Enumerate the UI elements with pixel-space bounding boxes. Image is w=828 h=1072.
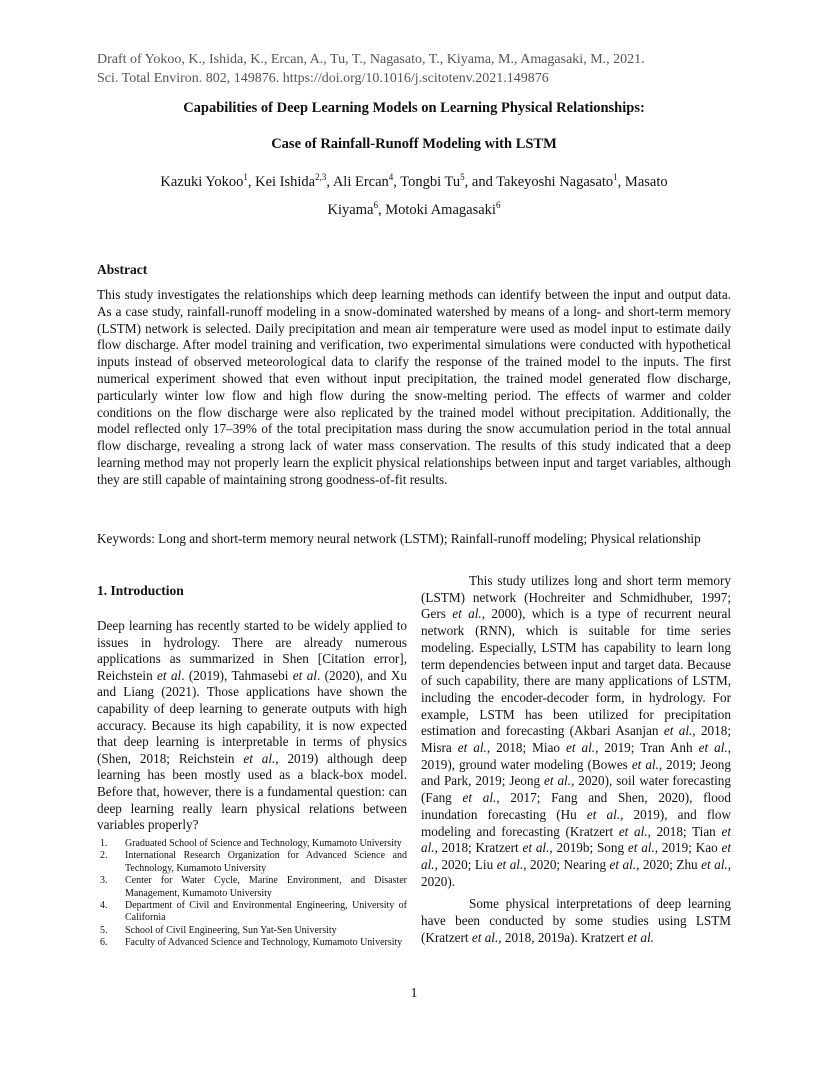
italic-text: et al. — [627, 929, 654, 945]
footnote-text: Department of Civil and Environmental Engineering, University of California — [125, 900, 407, 924]
footnote-number: 3. — [100, 875, 108, 887]
footnote-text: Faculty of Advanced Science and Technology, Kumamoto University — [125, 937, 403, 949]
italic-text: et al — [157, 667, 182, 683]
abstract-text: This study investigates the relationships which deep learning methods can identify between the input and output data. As a case study, rainfall-runoff modeling in a snow-dominated watershed by means of a long- and short-term memory (LSTM) network is selected. Daily precipitation and mean air temperature were used as model input to estimate daily flow discharge. After model training and verification, two experimental simulations were conducted with hypothetical inputs instead of observed meteorological data to clarify the response of the trained model to the inputs. The first numerical experiment showed that even without input precipitation, the trained model generated flow discharge, particularly winter low flow and high flow during the snow-melting period. The effects of warmer and colder conditions on the flow discharge were also replicated by the trained model without precipitation. Additionally, the model reflected only 17–39% of the total precipitation mass during the snow accumulation period in the total annual flow discharge, revealing a strong lack of water mass conservation. The results of this study indicated that a deep learning method may not properly learn the explicit physical relationships between input and target variables, although they are still capable of maintaining strong goodness-of-fit results. — [97, 287, 731, 487]
keywords: Keywords: Long and short-term memory neural network (LSTM); Rainfall-runoff modeling; Physical relationship — [97, 531, 701, 546]
text-run: , 2019; Tran Anh — [595, 740, 699, 756]
author-affiliation-mark: 1 — [243, 172, 248, 183]
footnote-text: Center for Water Cycle, Marine Environment, and Disaster Management, Kumamoto University — [125, 875, 407, 899]
text-run: , 2018; Kratzert — [434, 840, 523, 856]
italic-text: et al. — [471, 929, 499, 945]
text-run: , 2019), ground water modeling (Bowes — [421, 740, 731, 772]
text-run: , 2018, 2019a). Kratzert — [498, 929, 628, 945]
author-name: Takeyoshi Nagasato — [496, 174, 614, 190]
text-run: , 2019) although deep learning has been mostly used as a black-box model. Before that, however, there is a fundamental question: can deep learning really learn physical relations between variables properly? — [97, 750, 407, 833]
text-run: , 2019; Kao — [654, 840, 722, 856]
paper-title-line-1: Capabilities of Deep Learning Models on Learning Physical Relationships: — [183, 100, 645, 116]
footnote-number: 5. — [100, 924, 108, 936]
italic-text: et al. — [421, 823, 731, 856]
introduction-right-paragraph-1 — [421, 573, 731, 890]
paper-title-line-2: Case of Rainfall-Runoff Modeling with LSTM — [271, 136, 557, 152]
text-run: , 2018; Misra — [421, 723, 731, 756]
footnote-item — [97, 900, 407, 925]
citation-line-2: Sci. Total Environ. 802, 149876. https://doi.org/10.1016/j.scitotenv.2021.149876 — [97, 71, 549, 86]
footnote-number: 4. — [100, 900, 108, 912]
footnote-text: School of Civil Engineering, Sun Yat-Sen University — [125, 924, 337, 936]
introduction-right-paragraph-2 — [421, 896, 731, 946]
page-number: 1 — [410, 986, 418, 1001]
text-run: . (2019), Tahmasebi — [181, 667, 293, 683]
text-run: , 2020). — [421, 856, 731, 889]
author-affiliation-mark: 6 — [495, 200, 501, 211]
author-affiliation-mark: 2,3 — [315, 172, 327, 183]
text-run: . (2020), and Xu and Liang (2021). Those applications have shown the capability of deep learning to generate outputs with high accuracy. Because its high capability, it is now expected that deep learning is interpretable in terms of physics (Shen, 2018; Reichstein — [97, 667, 407, 766]
italic-text: et al. — [421, 840, 732, 872]
author-separator: , — [247, 174, 256, 190]
author-name: Tongbi Tu — [400, 174, 461, 190]
text-run: , 2018; Tian — [647, 823, 722, 839]
italic-text: et al. — [496, 856, 524, 872]
italic-text: et al. — [457, 740, 487, 756]
footnote-item — [97, 875, 407, 900]
italic-text: et al. — [609, 856, 637, 872]
author-affiliation-mark: 4 — [388, 172, 394, 183]
author-name: Motoki Amagasaki — [385, 202, 496, 218]
author-name: Kei Ishida — [255, 174, 316, 190]
text-run: , 2017; Fang and Shen, 2020), flood inundation forecasting (Hu — [421, 790, 731, 822]
author-name: Kazuki Yokoo — [160, 174, 244, 190]
italic-text: et al. — [586, 806, 621, 822]
citation-line-1: Draft of Yokoo, K., Ishida, K., Ercan, A., Tu, T., Nagasato, T., Kiyama, M., Amagasaki, M., 2021. — [97, 52, 645, 67]
text-run: , 2020), soil water forecasting (Fang — [421, 773, 731, 806]
author-separator: , and — [464, 174, 497, 190]
abstract-heading: Abstract — [97, 262, 148, 277]
text-run: Some physical interpretations of deep learning have been conducted by some studies using LSTM (Kratzert — [421, 896, 731, 945]
text-run: , 2020; Nearing — [523, 856, 610, 872]
italic-text: et al. — [663, 723, 693, 739]
italic-text: et al. — [698, 740, 728, 756]
author-separator: , — [326, 174, 333, 190]
introduction-left-paragraph — [97, 618, 407, 834]
footnote-number: 2. — [100, 850, 108, 862]
footnote-item — [97, 925, 407, 937]
introduction-right-column — [421, 573, 731, 946]
affiliation-footnotes — [97, 838, 407, 950]
italic-text: et al. — [627, 840, 655, 856]
footnote-item — [97, 937, 407, 949]
author-affiliation-mark: 1 — [613, 172, 618, 183]
text-run: , 2018; Miao — [486, 740, 567, 756]
italic-text: et al. — [566, 740, 596, 756]
text-run: , 2019; Jeong and Park, 2019; Jeong — [421, 756, 731, 789]
footnote-number: 1. — [100, 838, 108, 849]
italic-text: et al — [292, 667, 317, 683]
text-run: , 2019), and flow modeling and forecasting (Kratzert — [421, 806, 731, 839]
author-separator: , — [617, 174, 625, 190]
author-affiliation-mark: 6 — [373, 200, 378, 211]
footnote-item — [97, 838, 407, 850]
italic-text: et al. — [462, 790, 497, 806]
author-name: Masato — [624, 174, 668, 190]
footnote-number: 6. — [100, 937, 108, 949]
author-name: Ali Ercan — [332, 174, 389, 190]
footnote-text: International Research Organization for Advanced Science and Technology, Kumamoto University — [125, 850, 407, 874]
text-run: , 2019b; Song — [549, 840, 628, 856]
author-separator: , — [393, 174, 401, 190]
text-run: , 2000), which is a type of recurrent neural network (RNN), which is suitable for time series modeling. Especially, LSTM has capability to learn long term dependencies between input and target data. Because of such capability, there are many applications of LSTM, including the encoder-decoder form, in hydrology. For example, LSTM has been utilized for precipitation estimation and forecasting (Akbari Asanjan — [421, 606, 732, 739]
text-run: , 2020; Zhu — [636, 856, 702, 872]
italic-text: et al. — [452, 606, 482, 622]
footnote-text: Graduated School of Science and Technology, Kumamoto University — [125, 838, 402, 849]
text-run: Deep learning has recently started to be widely applied to issues in hydrology. There are already numerous applications as summarized in Shen [Citation error], Reichstein — [97, 618, 407, 683]
text-run: This study utilizes long and short term memory (LSTM) network (Hochreiter and Schmidhuber, 1997; Gers — [421, 573, 731, 622]
italic-text: et al. — [544, 773, 572, 789]
citation-header — [97, 50, 737, 88]
author-name: Kiyama — [327, 202, 374, 218]
author-separator: , — [377, 202, 386, 218]
text-run: , 2020; Liu — [434, 856, 497, 872]
author-affiliation-mark: 5 — [460, 172, 465, 183]
italic-text: et al. — [522, 840, 550, 856]
italic-text: et al. — [631, 756, 659, 772]
italic-text: et al. — [243, 750, 276, 766]
footnote-item — [97, 850, 407, 875]
italic-text: et al. — [618, 823, 648, 839]
author-list — [60, 168, 768, 224]
italic-text: et al. — [701, 856, 728, 872]
section-heading-introduction: 1. Introduction — [97, 583, 184, 598]
